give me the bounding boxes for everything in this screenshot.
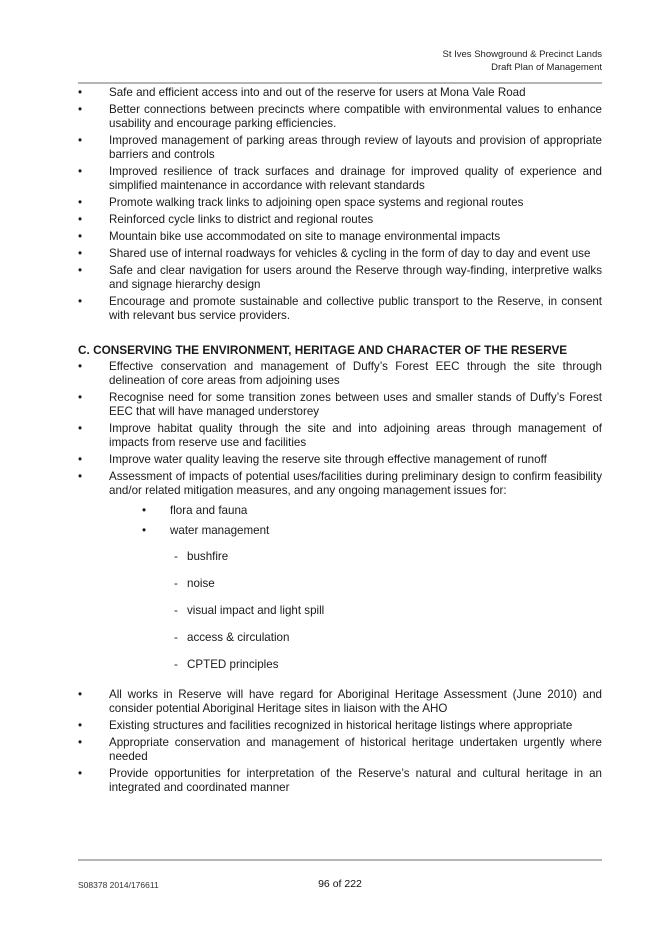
list-item: • Improved management of parking areas through review of layouts and provision of appropriate barriers and controls bbox=[78, 134, 602, 162]
list-item: • Improve habitat quality through the site and into adjoining areas through management of impacts from reserve use and facilities bbox=[78, 422, 602, 450]
list-item: • Reinforced cycle links to district and regional routes bbox=[78, 213, 602, 227]
list-item-assessment bbox=[78, 470, 602, 685]
list-item: • Provide opportunities for interpretation of the Reserve’s natural and cultural heritage in an integrated and coordinated manner bbox=[78, 767, 602, 795]
header-document-subtitle: Draft Plan of Management bbox=[491, 62, 602, 73]
list-item: • Safe and clear navigation for users around the Reserve through way-finding, interpretive walks and signage hierarchy design bbox=[78, 264, 602, 292]
header-document-title: St Ives Showground & Precinct Lands bbox=[442, 49, 602, 60]
sub-list-item: • water management bbox=[109, 524, 602, 544]
sub-bullet-list bbox=[109, 504, 602, 544]
dash-list-item: - noise bbox=[109, 577, 602, 604]
list-item: • Improve water quality leaving the reserve site through effective management of runoff bbox=[78, 453, 602, 467]
assessment-text: Assessment of impacts of potential uses/facilities during preliminary design to confirm feasibility and/or related mitigation measures, and any ongoing management issues for: bbox=[109, 470, 602, 497]
header-divider bbox=[78, 82, 602, 84]
access-bullet-list bbox=[78, 86, 602, 323]
page-header bbox=[443, 48, 602, 74]
sub-list-item: • flora and fauna bbox=[109, 504, 602, 524]
dash-list-item: - bushfire bbox=[109, 550, 602, 577]
list-item: • Recognise need for some transition zones between uses and smaller stands of Duffy’s Forest EEC that will have managed understorey bbox=[78, 391, 602, 419]
list-item: • Encourage and promote sustainable and collective public transport to the Reserve, in consent with relevant bus service providers. bbox=[78, 295, 602, 323]
footer-divider bbox=[78, 859, 602, 861]
section-heading: C. CONSERVING THE ENVIRONMENT, HERITAGE AND CHARACTER OF THE RESERVE bbox=[78, 343, 568, 357]
list-item: • Shared use of internal roadways for vehicles & cycling in the form of day to day and event use bbox=[78, 247, 602, 261]
list-item: • All works in Reserve will have regard for Aboriginal Heritage Assessment (June 2010) and consider potential Aboriginal Heritage sites in liaison with the AHO bbox=[78, 688, 602, 716]
list-item: • Existing structures and facilities recognized in historical heritage listings where appropriate bbox=[78, 719, 602, 733]
page-number: 96 of 222 bbox=[318, 878, 362, 890]
dash-list-item: - CPTED principles bbox=[109, 658, 602, 685]
document-reference: S08378 2014/176611 bbox=[78, 880, 159, 890]
list-item: • Improved resilience of track surfaces and drainage for improved quality of experience and simplified maintenance in accordance with relevant standards bbox=[78, 165, 602, 193]
list-item: • Effective conservation and management of Duffy’s Forest EEC through the site through delineation of core areas from adjoining uses bbox=[78, 360, 602, 388]
list-item: • Better connections between precincts where compatible with environmental values to enhance usability and encourage parking efficiencies. bbox=[78, 103, 602, 131]
conservation-bullet-list bbox=[78, 360, 602, 795]
page-body bbox=[78, 86, 602, 798]
list-item: • Safe and efficient access into and out of the reserve for users at Mona Vale Road bbox=[78, 86, 602, 100]
list-item: • Promote walking track links to adjoining open space systems and regional routes bbox=[78, 196, 602, 210]
dash-list bbox=[109, 550, 602, 685]
list-item: • Mountain bike use accommodated on site to manage environmental impacts bbox=[78, 230, 602, 244]
list-item: • Appropriate conservation and management of historical heritage undertaken urgently where needed bbox=[78, 736, 602, 764]
dash-list-item: - access & circulation bbox=[109, 631, 602, 658]
dash-list-item: - visual impact and light spill bbox=[109, 604, 602, 631]
